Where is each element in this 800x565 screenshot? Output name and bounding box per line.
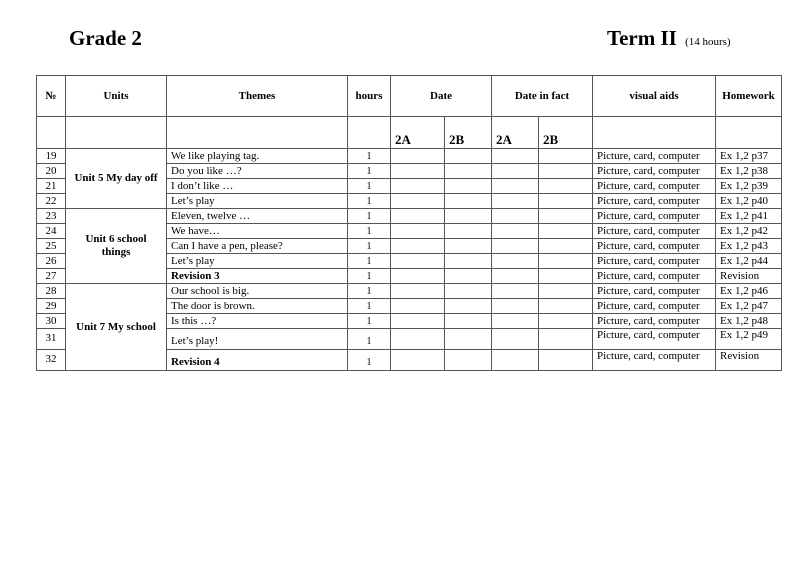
visual-aids: Picture, card, computer — [593, 224, 716, 239]
date-2a-cell — [391, 179, 445, 194]
lesson-theme: We like playing tag. — [167, 149, 348, 164]
fact-2b-cell — [539, 269, 593, 284]
date-2b-cell — [445, 314, 492, 329]
header-date-in-fact: Date in fact — [492, 76, 593, 117]
lesson-number: 21 — [37, 179, 66, 194]
date-2b-cell — [445, 269, 492, 284]
visual-aids: Picture, card, computer — [593, 149, 716, 164]
date-2a-cell — [391, 209, 445, 224]
lesson-theme: We have… — [167, 224, 348, 239]
subheader-row — [37, 117, 782, 149]
subheader-date-2b: 2B — [445, 117, 492, 149]
visual-aids: Picture, card, computer — [593, 299, 716, 314]
date-2a-cell — [391, 314, 445, 329]
lesson-number: 22 — [37, 194, 66, 209]
fact-2a-cell — [492, 314, 539, 329]
lesson-number: 31 — [37, 329, 66, 350]
lesson-hours: 1 — [348, 194, 391, 209]
subheader-cell — [716, 117, 782, 149]
lesson-hours: 1 — [348, 164, 391, 179]
table-row — [37, 149, 782, 164]
lesson-hours: 1 — [348, 314, 391, 329]
subheader-date-2a: 2A — [391, 117, 445, 149]
lesson-theme: Let’s play! — [167, 329, 348, 350]
lesson-number: 28 — [37, 284, 66, 299]
lesson-hours: 1 — [348, 284, 391, 299]
fact-2a-cell — [492, 224, 539, 239]
term-title — [607, 26, 731, 51]
date-2a-cell — [391, 164, 445, 179]
homework: Ex 1,2 p40 — [716, 194, 782, 209]
subheader-fact-2b: 2B — [539, 117, 593, 149]
visual-aids: Picture, card, computer — [593, 209, 716, 224]
lesson-theme: I don’t like … — [167, 179, 348, 194]
unit-name: Unit 5 My day off — [66, 149, 167, 209]
lesson-theme: Is this …? — [167, 314, 348, 329]
homework: Ex 1,2 p49 — [716, 329, 782, 350]
lesson-theme: Eleven, twelve … — [167, 209, 348, 224]
fact-2b-cell — [539, 314, 593, 329]
homework: Ex 1,2 p48 — [716, 314, 782, 329]
visual-aids: Picture, card, computer — [593, 329, 716, 350]
date-2a-cell — [391, 194, 445, 209]
fact-2b-cell — [539, 329, 593, 350]
fact-2a-cell — [492, 239, 539, 254]
date-2b-cell — [445, 284, 492, 299]
header-homework: Homework — [716, 76, 782, 117]
grade-title: Grade 2 — [69, 26, 142, 50]
homework: Ex 1,2 p38 — [716, 164, 782, 179]
fact-2b-cell — [539, 299, 593, 314]
homework: Ex 1,2 p46 — [716, 284, 782, 299]
header-row — [37, 76, 782, 117]
term-hours-note: (14 hours) — [685, 36, 731, 48]
lesson-theme: Revision 4 — [167, 350, 348, 371]
lesson-theme: Let’s play — [167, 254, 348, 269]
fact-2b-cell — [539, 149, 593, 164]
date-2b-cell — [445, 194, 492, 209]
visual-aids: Picture, card, computer — [593, 254, 716, 269]
visual-aids: Picture, card, computer — [593, 284, 716, 299]
visual-aids: Picture, card, computer — [593, 164, 716, 179]
homework: Revision — [716, 350, 782, 371]
lesson-theme: Can I have a pen, please? — [167, 239, 348, 254]
homework: Ex 1,2 p42 — [716, 224, 782, 239]
unit-name: Unit 7 My school — [66, 284, 167, 371]
lesson-hours: 1 — [348, 299, 391, 314]
homework: Ex 1,2 p39 — [716, 179, 782, 194]
fact-2a-cell — [492, 284, 539, 299]
fact-2a-cell — [492, 254, 539, 269]
lesson-theme: The door is brown. — [167, 299, 348, 314]
lesson-hours: 1 — [348, 179, 391, 194]
fact-2b-cell — [539, 209, 593, 224]
date-2b-cell — [445, 254, 492, 269]
date-2a-cell — [391, 269, 445, 284]
subheader-cell — [593, 117, 716, 149]
term-label: Term II — [607, 26, 677, 50]
visual-aids: Picture, card, computer — [593, 194, 716, 209]
lesson-hours: 1 — [348, 269, 391, 284]
fact-2a-cell — [492, 350, 539, 371]
fact-2b-cell — [539, 239, 593, 254]
homework: Ex 1,2 p47 — [716, 299, 782, 314]
lesson-hours: 1 — [348, 209, 391, 224]
lesson-hours: 1 — [348, 329, 391, 350]
fact-2a-cell — [492, 164, 539, 179]
date-2a-cell — [391, 224, 445, 239]
date-2a-cell — [391, 149, 445, 164]
lesson-hours: 1 — [348, 224, 391, 239]
lesson-plan-table — [36, 75, 782, 371]
fact-2b-cell — [539, 254, 593, 269]
fact-2a-cell — [492, 179, 539, 194]
subheader-cell — [37, 117, 66, 149]
homework: Revision — [716, 269, 782, 284]
lesson-theme: Our school is big. — [167, 284, 348, 299]
lesson-number: 29 — [37, 299, 66, 314]
date-2b-cell — [445, 239, 492, 254]
lesson-hours: 1 — [348, 149, 391, 164]
fact-2a-cell — [492, 299, 539, 314]
fact-2b-cell — [539, 350, 593, 371]
lesson-number: 24 — [37, 224, 66, 239]
lesson-number: 23 — [37, 209, 66, 224]
date-2a-cell — [391, 299, 445, 314]
header-visual-aids: visual aids — [593, 76, 716, 117]
fact-2a-cell — [492, 329, 539, 350]
date-2a-cell — [391, 239, 445, 254]
date-2b-cell — [445, 179, 492, 194]
visual-aids: Picture, card, computer — [593, 239, 716, 254]
unit-name: Unit 6 school things — [66, 209, 167, 284]
homework: Ex 1,2 p37 — [716, 149, 782, 164]
visual-aids: Picture, card, computer — [593, 314, 716, 329]
subheader-cell — [66, 117, 167, 149]
subheader-cell — [167, 117, 348, 149]
lesson-number: 27 — [37, 269, 66, 284]
lesson-hours: 1 — [348, 254, 391, 269]
lesson-number: 32 — [37, 350, 66, 371]
header-hours: hours — [348, 76, 391, 117]
date-2b-cell — [445, 299, 492, 314]
homework: Ex 1,2 p44 — [716, 254, 782, 269]
date-2a-cell — [391, 284, 445, 299]
homework: Ex 1,2 p43 — [716, 239, 782, 254]
date-2b-cell — [445, 329, 492, 350]
subheader-cell — [348, 117, 391, 149]
date-2b-cell — [445, 149, 492, 164]
fact-2b-cell — [539, 224, 593, 239]
lesson-number: 26 — [37, 254, 66, 269]
homework: Ex 1,2 p41 — [716, 209, 782, 224]
fact-2a-cell — [492, 269, 539, 284]
fact-2b-cell — [539, 284, 593, 299]
date-2b-cell — [445, 164, 492, 179]
date-2a-cell — [391, 254, 445, 269]
date-2a-cell — [391, 329, 445, 350]
fact-2b-cell — [539, 194, 593, 209]
date-2b-cell — [445, 350, 492, 371]
lesson-theme: Revision 3 — [167, 269, 348, 284]
lesson-theme: Let’s play — [167, 194, 348, 209]
visual-aids: Picture, card, computer — [593, 269, 716, 284]
visual-aids: Picture, card, computer — [593, 179, 716, 194]
header-date: Date — [391, 76, 492, 117]
lesson-number: 19 — [37, 149, 66, 164]
date-2a-cell — [391, 350, 445, 371]
lesson-number: 20 — [37, 164, 66, 179]
fact-2a-cell — [492, 194, 539, 209]
lesson-hours: 1 — [348, 239, 391, 254]
table-row — [37, 284, 782, 299]
visual-aids: Picture, card, computer — [593, 350, 716, 371]
date-2b-cell — [445, 209, 492, 224]
table-row — [37, 209, 782, 224]
lesson-hours: 1 — [348, 350, 391, 371]
fact-2a-cell — [492, 209, 539, 224]
subheader-fact-2a: 2A — [492, 117, 539, 149]
header-themes: Themes — [167, 76, 348, 117]
fact-2b-cell — [539, 164, 593, 179]
lesson-number: 25 — [37, 239, 66, 254]
lesson-number: 30 — [37, 314, 66, 329]
lesson-theme: Do you like …? — [167, 164, 348, 179]
fact-2a-cell — [492, 149, 539, 164]
fact-2b-cell — [539, 179, 593, 194]
date-2b-cell — [445, 224, 492, 239]
header-number: № — [37, 76, 66, 117]
header-units: Units — [66, 76, 167, 117]
